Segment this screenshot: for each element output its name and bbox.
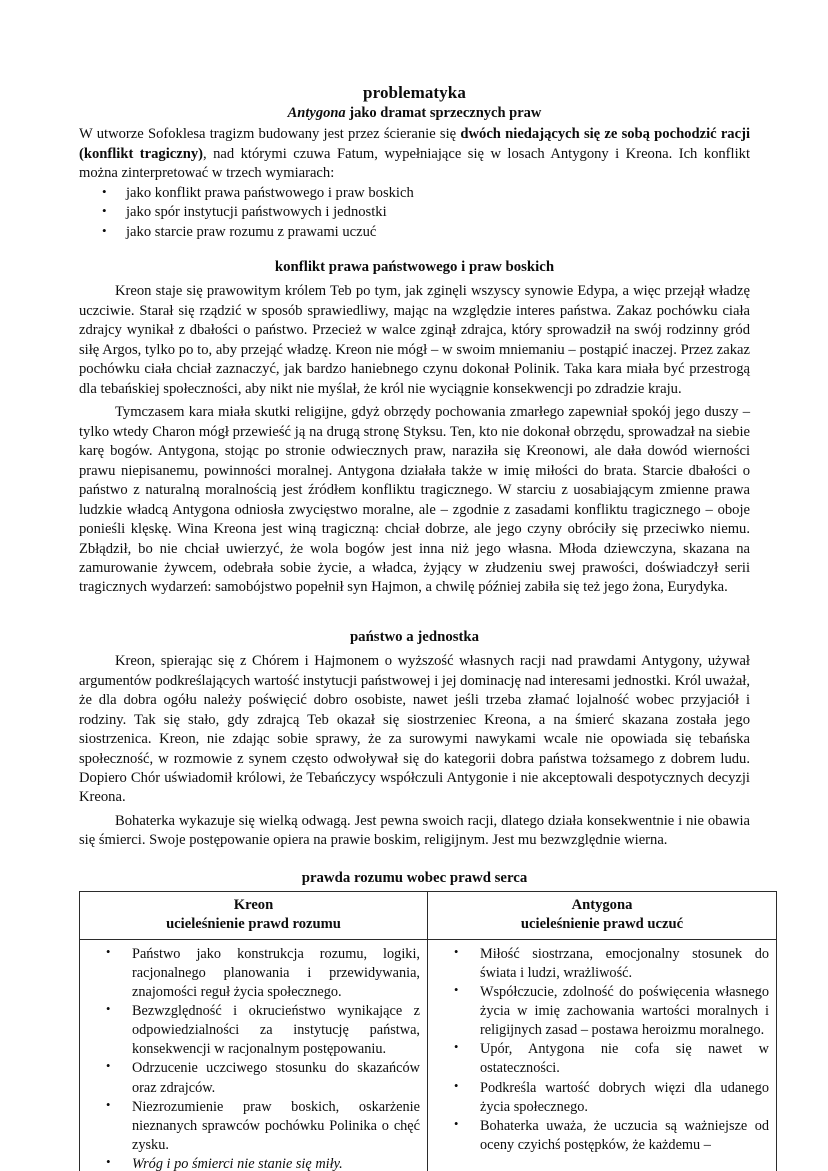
- spacer: [79, 851, 750, 869]
- section-heading-panstwo: państwo a jednostka: [349, 628, 480, 645]
- page-title: problematyka: [363, 83, 466, 102]
- list-item: • jako spór instytucji państwowych i jednostki: [79, 203, 750, 222]
- page-subtitle: [79, 104, 750, 122]
- list-item: • Miłość siostrzana, emocjonalny stosunek do świata i ludzi, wrażliwość.: [428, 945, 769, 983]
- spacer: [79, 598, 750, 628]
- table-caption: prawda rozumu wobec prawd serca: [301, 869, 528, 886]
- list-item-quote: • Wróg i po śmierci nie stanie się miły.: [80, 1155, 420, 1171]
- comparison-table: [79, 891, 777, 1171]
- section-paragraph: Tymczasem kara miała skutki religijne, gdyż obrzędy pochowania zmarłego zapewniał spokój jego duszy – tylko wtedy Charon mógł przewieść ją na drugą stronę Styksu. Ten, kto nie dokonał obrzędu, sprowadzał na siebie karę bogów. Antygona, stojąc po stronie odwiecznych praw, naraziła się Kreonowi, ale dała dowód wierności prawu niepisanemu, powinności moralnej. Antygona działała także w imię miłości do brata. Starcie dbałości o państwo z naturalną moralnością jest źródłem konfliktu tragicznego. W starciu z uosabiającym zmienne prawa ludzkie władcą Antygona odniosła zwycięstwo moralne, ale – zgodnie z zasadami konfliktu tragicznego – oboje ponieśli klęskę. Wina Kreona jest winą tragiczną: chciał dobrze, ale jego czyny obróciły się przeciwko niemu. Zbłądził, bo nie chciał uwierzyć, że wola bogów jest inna niż jego własna. Młoda dziewczyna, skazana na zamurowanie żywcem, odebrała sobie życie, a władca, żyjący w złudzeniu swej prawości, doświadczył serii tragicznych wydarzeń: samobójstwo popełnił syn Hajmon, a chwilę później zabiła się też jego żona, Eurydyka.: [79, 404, 750, 596]
- spacer: [79, 242, 750, 258]
- header-desc: ucieleśnienie prawd uczuć: [520, 916, 684, 933]
- section-paragraph: Kreon staje się prawowitym królem Teb po tym, jak zginęli wszyscy synowie Edypa, a więc przejął władzę uczciwie. Starał się rządzić w sposób sprawiedliwy, mając na względzie interes państwa. Zakaz pochówku ciała zdrajcy wynikał z dbałości o państwo. Przecież w walce zginął zdrajca, który sprowadził na swój rodzinny gród siłę Argos, tylko po to, aby przejąć władzę. Kreon nie mógł – w swoim mniemaniu – postąpić inaczej. Przez zakaz pochówku ciała chciał zaznaczyć, jak bardzo haniebnego czynu dokonał Polinik. Taka kara miała być przestrogą dla tebańskiej społeczności, aby nikt nie myślał, że król nie wyciągnie konsekwencji po zdradzie kraju.: [79, 283, 750, 397]
- list-item: • Podkreśla wartość dobrych więzi dla udanego życia społecznego.: [428, 1079, 769, 1117]
- intro-text-2: , nad którymi czuwa Fatum, wypełniające się w losach Antygony i Kreona. Ich konflikt można zinterpretować w trzech wymiarach:: [79, 145, 750, 182]
- antygona-trait-list: [428, 940, 776, 1161]
- section-paragraph: Kreon, spierając się z Chórem i Hajmonem o wyższość własnych racji nad prawdami Antygony, używał argumentów podkreślających wartość instytucji państwowej i jej dominację nad interesami jednostki. Król uważał, że dla dobra ogółu należy poświęcić dobro osobiste, nawet jeśli trzeba złamać lojalność wobec przyjaciół i rodziny. Tak się stało, gdy zdrajcą Teb okazał się siostrzeniec Kreona, a na śmierć skazana została jego siostrzenica. Kreon, nie zdając sobie sprawy, że za surowymi nawykami wcale nie opowiada się tebańska społeczność, w rozmowie z synem często odwoływał się do kategorii dobra państwa tożsamego z dobrem ludu. Dopiero Chór uświadomił królowi, że Tebańczycy współczuli Antygonie i nie akceptowali despotycznych decyzji Kreona.: [79, 653, 750, 806]
- list-item: • Bohaterka uważa, że uczucia są ważniejsze od oceny czyichś postępków, że każdemu –: [428, 1117, 769, 1155]
- header-desc: ucieleśnienie prawd rozumu: [166, 916, 341, 933]
- list-item: • Niezrozumienie praw boskich, oskarżenie nieznanych sprawców pochówku Polinika o chęć zysku.: [80, 1098, 420, 1155]
- header-name: Kreon: [233, 897, 274, 914]
- intro-paragraph: [79, 125, 750, 183]
- intro-bullet-list: [79, 184, 750, 242]
- table-header-row: [80, 892, 777, 940]
- list-item: • Bezwzględność i okrucieństwo wynikające z odpowiedzialności za instytucję państwa, konsekwencji w racjonalnym postępowaniu.: [80, 1002, 420, 1059]
- table-header-antygona: [428, 892, 777, 940]
- list-item: • jako starcie praw rozumu z prawami uczuć: [79, 223, 750, 242]
- work-title: Antygona: [287, 105, 346, 122]
- subtitle-rest: jako dramat sprzecznych praw: [345, 105, 542, 122]
- list-item: • jako konflikt prawa państwowego i praw boskich: [79, 184, 750, 203]
- list-item: • Państwo jako konstrukcja rozumu, logiki, racjonalnego planowania i przewidywania, znajomości reguł życia społecznego.: [80, 945, 420, 1002]
- table-cell-kreon-traits: [80, 940, 428, 1171]
- kreon-trait-list: [80, 940, 427, 1171]
- document-content: [79, 82, 769, 1171]
- section-heading-konflikt: konflikt prawa państwowego i praw boskich: [274, 259, 555, 276]
- table-cell-antygona-traits: [428, 940, 777, 1171]
- list-item: • Współczucie, zdolność do poświęcenia własnego życia w imię zachowania wartości moralnych i religijnych zasad – postawa heroizmu moralnego.: [428, 983, 769, 1040]
- section-paragraph: Bohaterka wykazuje się wielką odwagą. Jest pewna swoich racji, dlatego działa konsekwentnie i nie obawia się śmierci. Swoje postępowanie opiera na prawie boskim, religijnym. Jest mu bezwzględnie wierna.: [79, 812, 750, 849]
- intro-text-1: W utworze Sofoklesa tragizm budowany jest przez ścieranie się: [79, 126, 461, 143]
- table-header-kreon: [80, 892, 428, 940]
- list-item: • Upór, Antygona nie cofa się nawet w ostateczności.: [428, 1040, 769, 1078]
- table-row: [80, 940, 777, 1171]
- intro-bold-text: dwóch niedających się ze sobą pochodzić racji (konflikt tragiczny): [79, 126, 750, 162]
- list-item: • Odrzucenie uczciwego stosunku do skazańców oraz zdrajców.: [80, 1059, 420, 1097]
- header-name: Antygona: [571, 897, 633, 914]
